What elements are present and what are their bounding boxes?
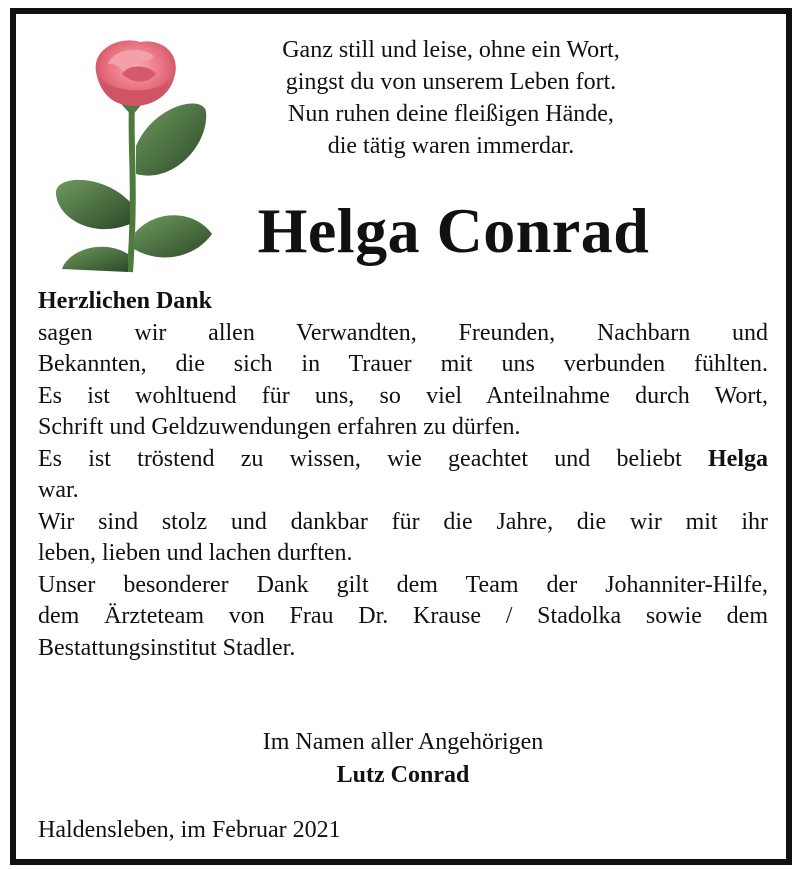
obituary-notice	[10, 8, 792, 865]
poem-line: gingst du von unserem Leben fort.	[285, 69, 617, 95]
place-date: Haldensleben, im Februar 2021	[38, 817, 341, 843]
signoff	[38, 726, 768, 792]
text-line: Bekannten, die sich in Trauer mit uns verbunden fühlten.	[38, 351, 768, 377]
text-line: Bestattungsinstitut Stadler.	[38, 634, 296, 661]
text-line: leben, lieben und lachen durften.	[38, 540, 353, 566]
text-line: dem Ärzteteam von Frau Dr. Krause / Stadolka sowie dem	[38, 603, 768, 629]
text-line: Wir sind stolz und dankbar für die Jahre, die wir mit ihr	[38, 508, 768, 535]
text-line: Unser besonderer Dank gilt dem Team der Johanniter-Hilfe,	[38, 571, 768, 598]
poem-line: Ganz still und leise, ohne ein Wort,	[282, 37, 620, 63]
deceased-name: Helga Conrad	[257, 195, 650, 266]
thanks-text	[38, 286, 768, 664]
text-line: war.	[38, 477, 79, 503]
rose-icon	[44, 34, 214, 274]
text-segment: Es ist tröstend zu wissen, wie geachtet und beliebt	[38, 445, 682, 472]
poem-line: die tätig waren immerdar.	[327, 133, 575, 159]
signoff-line: Im Namen aller Angehörigen	[262, 729, 544, 755]
signer-name: Lutz Conrad	[336, 762, 470, 788]
thanks-heading: Herzlichen Dank	[38, 288, 212, 314]
highlighted-name: Helga	[708, 445, 768, 472]
text-line: Es ist wohltuend für uns, so viel Anteilnahme durch Wort,	[38, 382, 768, 409]
poem-line: Nun ruhen deine fleißigen Hände,	[288, 101, 614, 127]
text-line	[38, 444, 768, 476]
text-line: Schrift und Geldzuwendungen erfahren zu dürfen.	[38, 414, 521, 440]
text-line: sagen wir allen Verwandten, Freunden, Nachbarn und	[38, 319, 768, 346]
memorial-poem	[241, 34, 661, 162]
